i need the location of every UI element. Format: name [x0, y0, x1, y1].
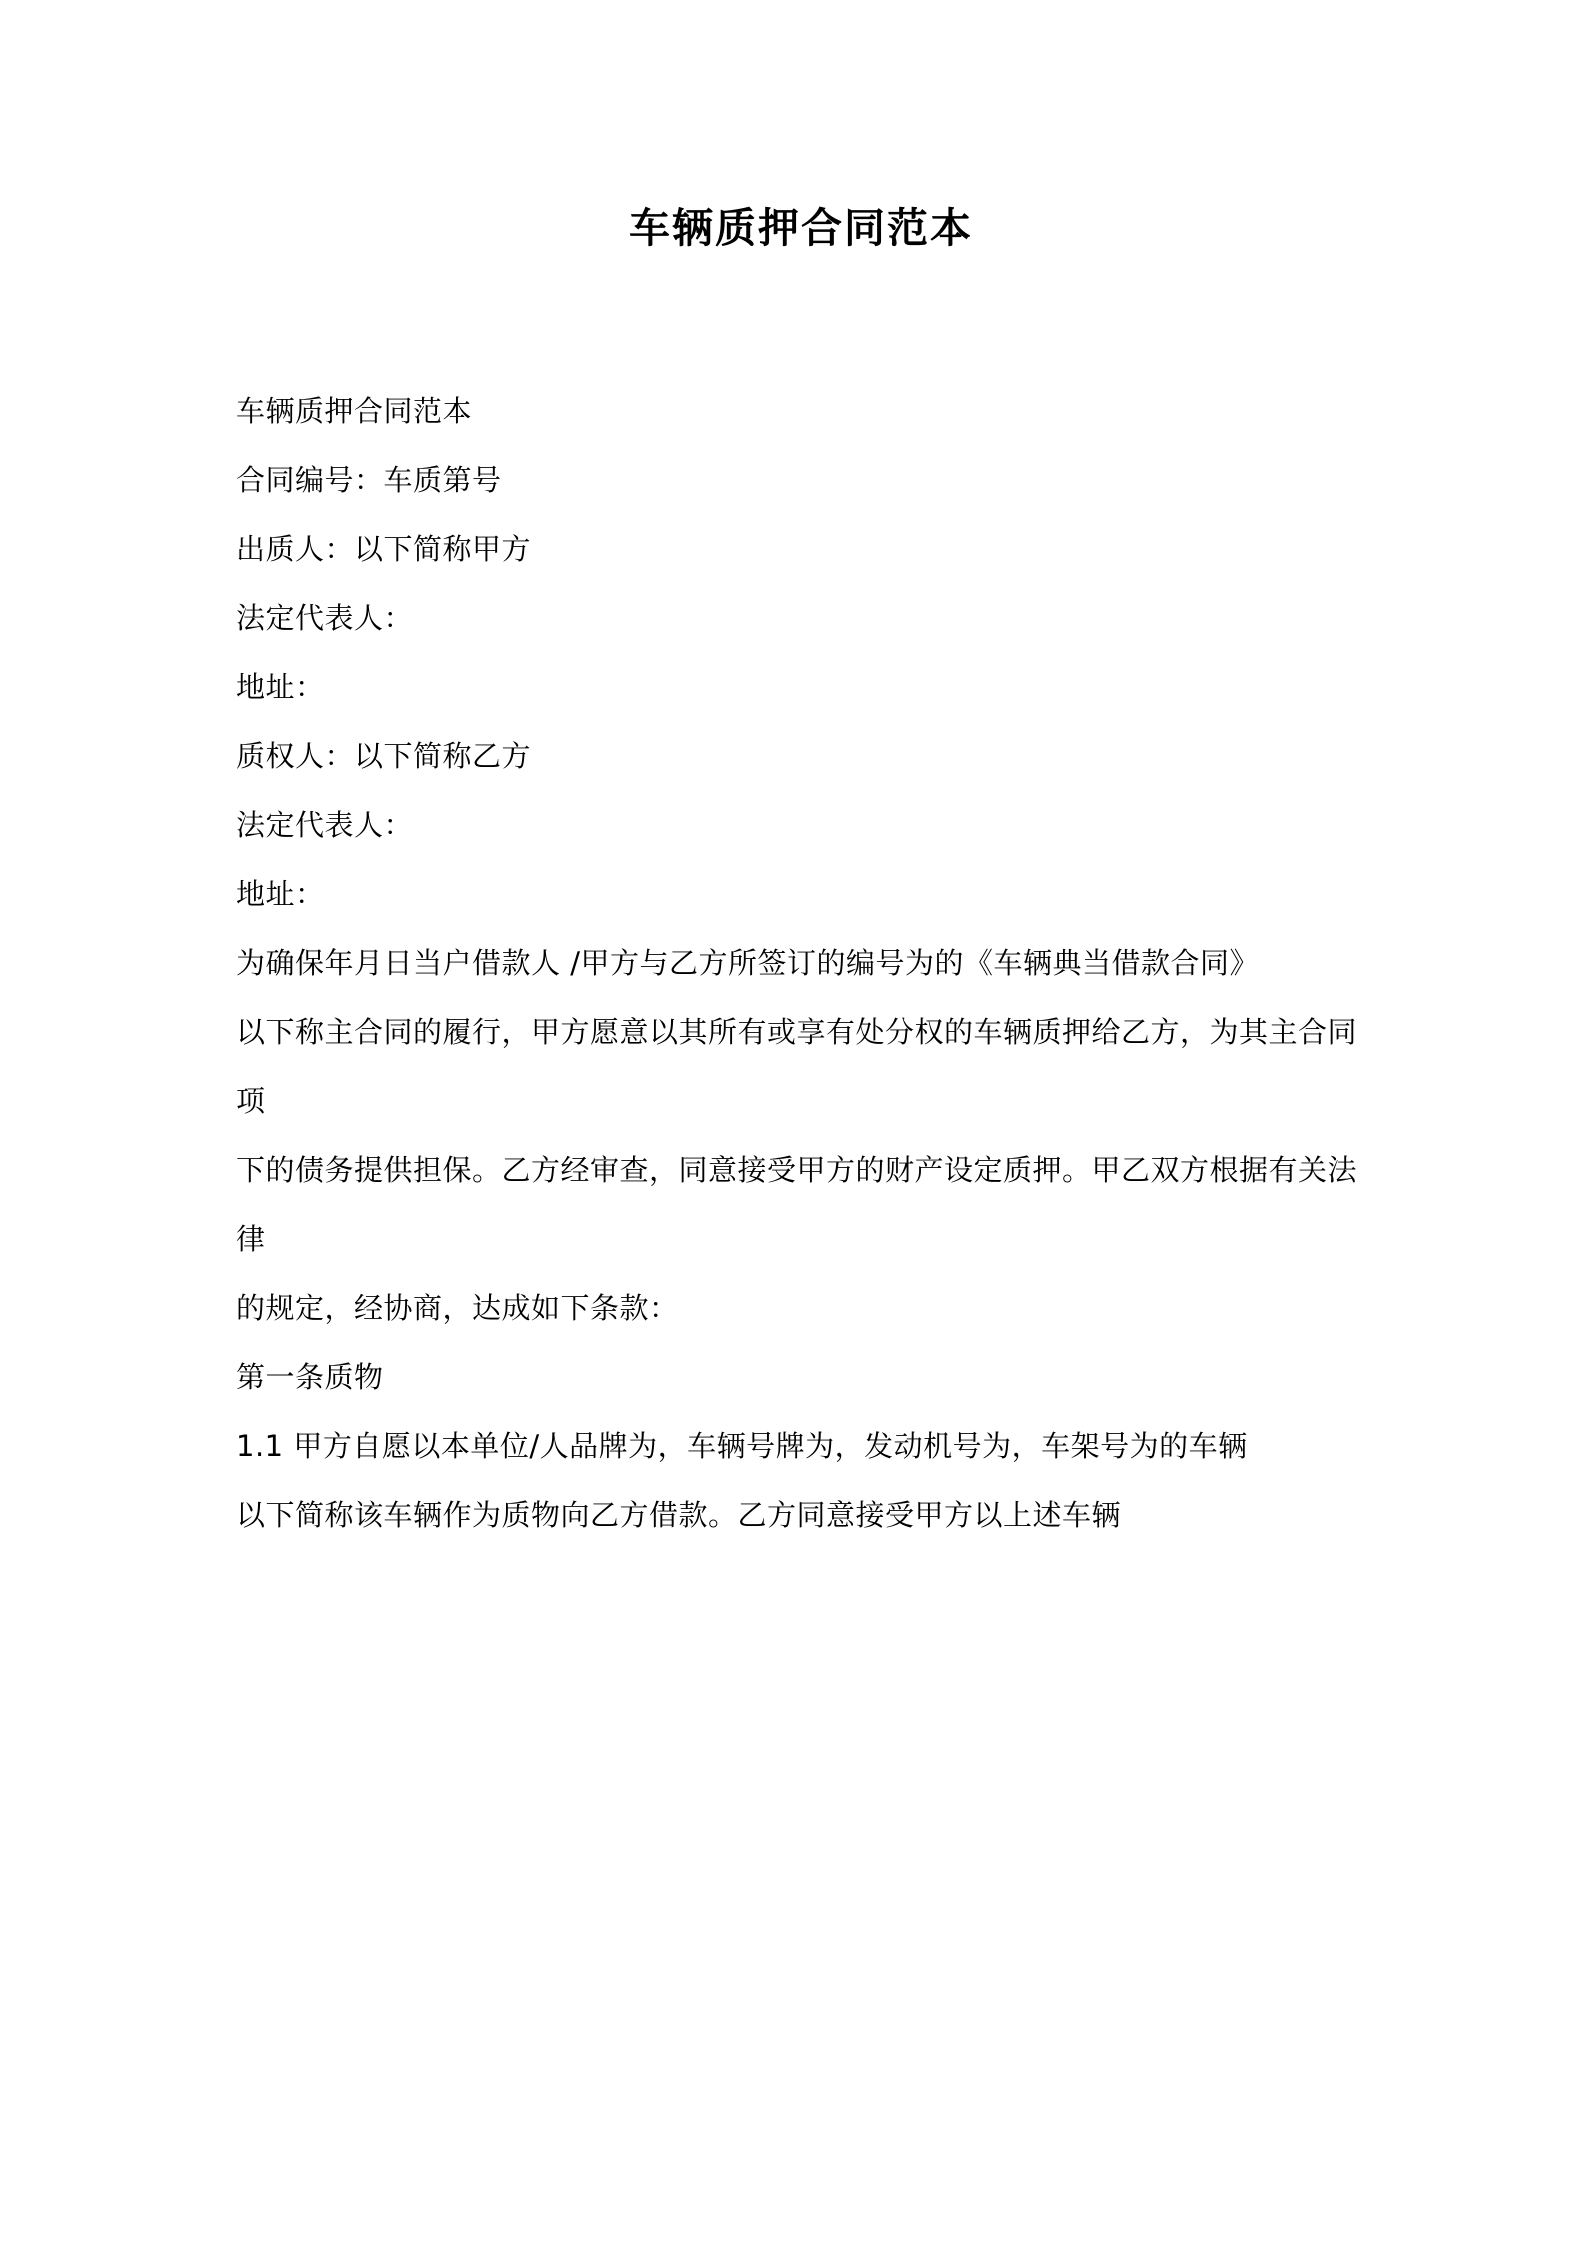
paragraph-6: 质权人：以下简称乙方	[236, 739, 532, 774]
paragraph-9: 为确保年月日当户借款人 /甲方与乙方所签订的编号为的《车辆典当借款合同》	[236, 946, 1259, 981]
paragraph-5: 地址：	[236, 670, 325, 705]
paragraph-11: 下的债务提供担保。乙方经审查，同意接受甲方的财产设定质押。甲乙双方根据有关法律	[236, 1153, 1358, 1257]
paragraph-4: 法定代表人：	[236, 601, 414, 636]
paragraph-1: 车辆质押合同范本	[236, 394, 473, 429]
page-title: 车辆质押合同范本	[629, 204, 973, 252]
paragraph-2: 合同编号：车质第号	[236, 463, 502, 498]
document-body	[236, 0, 1366, 1550]
paragraph-8: 地址：	[236, 877, 325, 912]
paragraph-3: 出质人：以下简称甲方	[236, 532, 532, 567]
paragraph-15: 以下简称该车辆作为质物向乙方借款。乙方同意接受甲方以上述车辆	[236, 1498, 1122, 1533]
paragraph-13: 第一条质物	[236, 1360, 384, 1395]
paragraph-10: 以下称主合同的履行，甲方愿意以其所有或享有处分权的车辆质押给乙方，为其主合同项	[236, 1015, 1358, 1119]
paragraph-12: 的规定，经协商，达成如下条款：	[236, 1291, 679, 1326]
document-paragraphs	[236, 377, 1366, 1550]
paragraph-14: 1.1 甲方自愿以本单位/人品牌为，车辆号牌为，发动机号为，车架号为的车辆	[236, 1429, 1248, 1464]
paragraph-7: 法定代表人：	[236, 808, 414, 843]
